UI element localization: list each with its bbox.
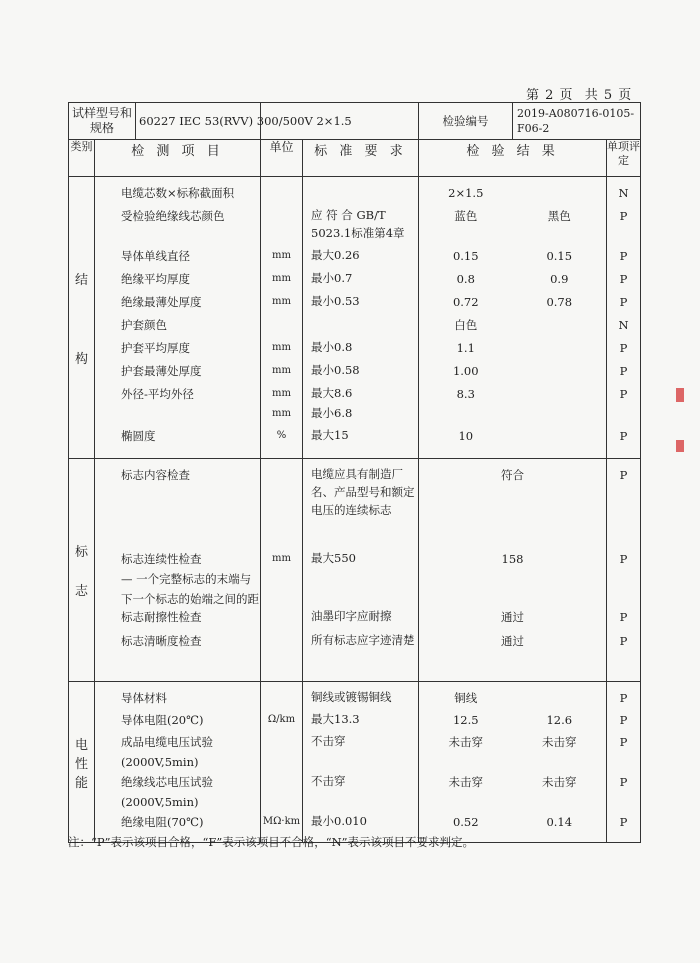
item-requirement: 最小6.8 bbox=[311, 406, 353, 420]
item-requirement: 不击穿 bbox=[311, 734, 346, 748]
result-value: 0.9 bbox=[550, 272, 569, 286]
item-unit: mm bbox=[272, 553, 291, 564]
verdict-value: P bbox=[619, 295, 628, 309]
item-name: 绝缘电阻(70℃) bbox=[121, 815, 204, 829]
result-value: 未击穿 bbox=[448, 775, 484, 789]
result-value: 通过 bbox=[501, 634, 525, 648]
verdict-value: P bbox=[619, 610, 628, 624]
label-char: 能 bbox=[74, 775, 88, 791]
verdict-value: P bbox=[619, 634, 628, 648]
item-unit: mm bbox=[272, 388, 291, 399]
item-unit: Ω/km bbox=[267, 714, 296, 725]
item-unit: mm bbox=[272, 296, 291, 307]
result-value: 12.5 bbox=[452, 713, 479, 727]
label-char: 志 bbox=[74, 584, 88, 599]
item-unit: mm bbox=[272, 342, 291, 353]
result-value bbox=[513, 361, 607, 384]
verdict-value bbox=[607, 404, 640, 426]
item-requirement: 最大550 bbox=[311, 551, 356, 565]
item-unit: mm bbox=[272, 273, 291, 284]
verdict-value: P bbox=[619, 429, 628, 443]
result-value: 1.1 bbox=[456, 341, 475, 355]
verdict-value: P bbox=[619, 364, 628, 378]
label-char: 性 bbox=[74, 756, 88, 772]
item-name: 标志连续性检查 — 一个完整标志的末端与下一个标志的始端之间的距 bbox=[121, 552, 259, 606]
item-unit bbox=[261, 183, 302, 206]
result-value: 通过 bbox=[501, 610, 525, 624]
section-label-structure bbox=[69, 177, 95, 459]
result-value: 8.3 bbox=[456, 387, 475, 401]
item-name: 标志耐擦性检查 bbox=[121, 610, 202, 624]
col-unit: 单位 bbox=[261, 140, 303, 177]
result-value bbox=[513, 404, 607, 426]
verdict-value: P bbox=[619, 249, 628, 263]
result-value: 0.15 bbox=[452, 249, 479, 263]
label-char: 电 bbox=[74, 737, 88, 753]
result-value: 0.15 bbox=[546, 249, 573, 263]
section-electrical bbox=[69, 682, 641, 843]
result-value bbox=[513, 183, 607, 206]
item-unit: mm bbox=[272, 250, 291, 261]
col-category: 类别 bbox=[69, 140, 95, 177]
item-requirement: 电缆应具有制造厂名、产品型号和额定电压的连续标志 bbox=[311, 467, 415, 517]
item-name: 护套最薄处厚度 bbox=[121, 364, 202, 378]
model-label: 试样型号和规格 bbox=[69, 103, 136, 139]
verdict-value: P bbox=[619, 691, 628, 705]
verdict-value: P bbox=[619, 209, 628, 223]
result-value: 0.52 bbox=[452, 815, 479, 829]
verdict-value: P bbox=[619, 468, 628, 482]
item-unit: mm bbox=[272, 408, 291, 419]
result-value: 10 bbox=[458, 429, 474, 443]
item-unit bbox=[261, 631, 302, 667]
verdict-value: P bbox=[619, 387, 628, 401]
item-name: 椭圆度 bbox=[121, 429, 156, 443]
item-requirement: 最大0.26 bbox=[311, 248, 360, 262]
section-label-marking bbox=[69, 459, 95, 682]
item-unit bbox=[261, 465, 302, 549]
result-value: 铜线 bbox=[454, 691, 478, 705]
model-value: 60227 IEC 53(RVV) 300/500V 2×1.5 bbox=[139, 114, 352, 128]
result-value bbox=[513, 688, 607, 710]
label-char: 构 bbox=[74, 351, 88, 367]
item-requirement: 最小0.53 bbox=[311, 294, 360, 308]
item-unit: % bbox=[276, 430, 287, 441]
item-unit bbox=[261, 206, 302, 246]
item-unit bbox=[261, 607, 302, 631]
label-char: 结 bbox=[74, 272, 88, 288]
result-value bbox=[513, 338, 607, 361]
result-value: 0.14 bbox=[546, 815, 573, 829]
item-requirement: 最小0.8 bbox=[311, 340, 353, 354]
item-name: 导体电阻(20℃) bbox=[121, 713, 204, 727]
result-value: 符合 bbox=[501, 468, 525, 482]
page-label: 第 2 页 bbox=[526, 88, 574, 103]
result-value: 158 bbox=[501, 552, 524, 566]
result-value: 蓝色 bbox=[454, 209, 478, 223]
item-name bbox=[95, 404, 260, 426]
item-name: 导体单线直径 bbox=[121, 249, 190, 263]
stamp-mark bbox=[676, 440, 684, 452]
item-name: 标志内容检查 bbox=[121, 468, 190, 482]
section-structure bbox=[69, 177, 641, 459]
section-label-electrical bbox=[69, 682, 95, 843]
item-name: 绝缘最薄处厚度 bbox=[121, 295, 202, 309]
result-value: 黑色 bbox=[547, 209, 571, 223]
item-name: 标志清晰度检查 bbox=[121, 634, 202, 648]
item-name: 绝缘线芯电压试验 (2000V,5min) bbox=[121, 775, 213, 809]
verdict-value: N bbox=[618, 318, 629, 332]
result-value: 0.8 bbox=[456, 272, 475, 286]
result-value: 0.78 bbox=[546, 295, 573, 309]
item-requirement: 所有标志应字迹清楚 bbox=[311, 633, 415, 647]
item-requirement: 不击穿 bbox=[311, 774, 346, 788]
item-requirement: 最小0.010 bbox=[311, 814, 367, 828]
item-requirement: 最大8.6 bbox=[311, 386, 353, 400]
result-value bbox=[419, 404, 513, 426]
result-value: 未击穿 bbox=[542, 735, 577, 749]
stamp-mark bbox=[676, 388, 684, 402]
col-item: 检 测 项 目 bbox=[95, 140, 261, 177]
verdict-value: P bbox=[619, 341, 628, 355]
item-requirement: 最大15 bbox=[311, 428, 349, 442]
col-result: 检 验 结 果 bbox=[419, 140, 607, 177]
item-name: 受检验绝缘线芯颜色 bbox=[121, 209, 225, 223]
col-verdict: 单项评定 bbox=[607, 140, 641, 177]
verdict-value: N bbox=[618, 186, 629, 200]
item-name: 外径-平均外径 bbox=[121, 387, 194, 401]
verdict-value: P bbox=[619, 713, 628, 727]
result-value bbox=[513, 315, 607, 338]
item-unit bbox=[261, 315, 302, 338]
item-unit bbox=[261, 732, 302, 772]
verdict-value: P bbox=[619, 552, 628, 566]
result-value: 12.6 bbox=[546, 713, 573, 727]
result-value: 未击穿 bbox=[448, 735, 484, 749]
item-requirement: 最大13.3 bbox=[311, 712, 360, 726]
item-unit bbox=[261, 688, 302, 710]
result-value bbox=[513, 384, 607, 404]
footnote: 注：“P”表示该项目合格，“F”表示该项目不合格，“N”表示该项目不要求判定。 bbox=[68, 835, 475, 849]
report-number-label: 检验编号 bbox=[419, 103, 513, 140]
result-value: 2×1.5 bbox=[448, 186, 484, 200]
result-value: 0.72 bbox=[452, 295, 479, 309]
test-report-table bbox=[68, 102, 641, 843]
item-name: 成品电缆电压试验 (2000V,5min) bbox=[121, 735, 213, 769]
result-value bbox=[513, 426, 607, 450]
verdict-value: P bbox=[619, 775, 628, 789]
item-unit: mm bbox=[272, 365, 291, 376]
col-requirement: 标 准 要 求 bbox=[303, 140, 419, 177]
result-value: 未击穿 bbox=[542, 775, 577, 789]
page-number bbox=[526, 84, 638, 103]
verdict-value: P bbox=[619, 735, 628, 749]
item-name: 绝缘平均厚度 bbox=[121, 272, 190, 286]
item-requirement: 铜线或镀锡铜线 bbox=[311, 690, 392, 704]
item-name: 导体材料 bbox=[121, 691, 167, 705]
report-number-value: 2019-A080716-0105-F06-2 bbox=[513, 103, 641, 140]
item-requirement: 最小0.58 bbox=[311, 363, 360, 377]
section-marking bbox=[69, 459, 641, 682]
item-name: 电缆芯数×标称截面积 bbox=[121, 186, 235, 200]
item-requirement: 最小0.7 bbox=[311, 271, 353, 285]
result-value: 1.00 bbox=[452, 364, 479, 378]
total-pages-label: 共 5 页 bbox=[584, 88, 633, 103]
item-requirement: 应 符 合 GB/T 5023.1标准第4章 bbox=[311, 208, 405, 240]
item-unit: MΩ·km bbox=[262, 816, 301, 827]
label-char: 标 bbox=[74, 545, 88, 560]
item-name: 护套颜色 bbox=[121, 318, 167, 332]
item-requirement bbox=[303, 315, 418, 338]
item-requirement bbox=[303, 183, 418, 206]
item-name: 护套平均厚度 bbox=[121, 341, 190, 355]
result-value: 白色 bbox=[454, 318, 478, 332]
item-unit bbox=[261, 772, 302, 812]
verdict-value: P bbox=[619, 272, 628, 286]
verdict-value: P bbox=[619, 815, 628, 829]
item-requirement: 油墨印字应耐擦 bbox=[311, 609, 392, 623]
